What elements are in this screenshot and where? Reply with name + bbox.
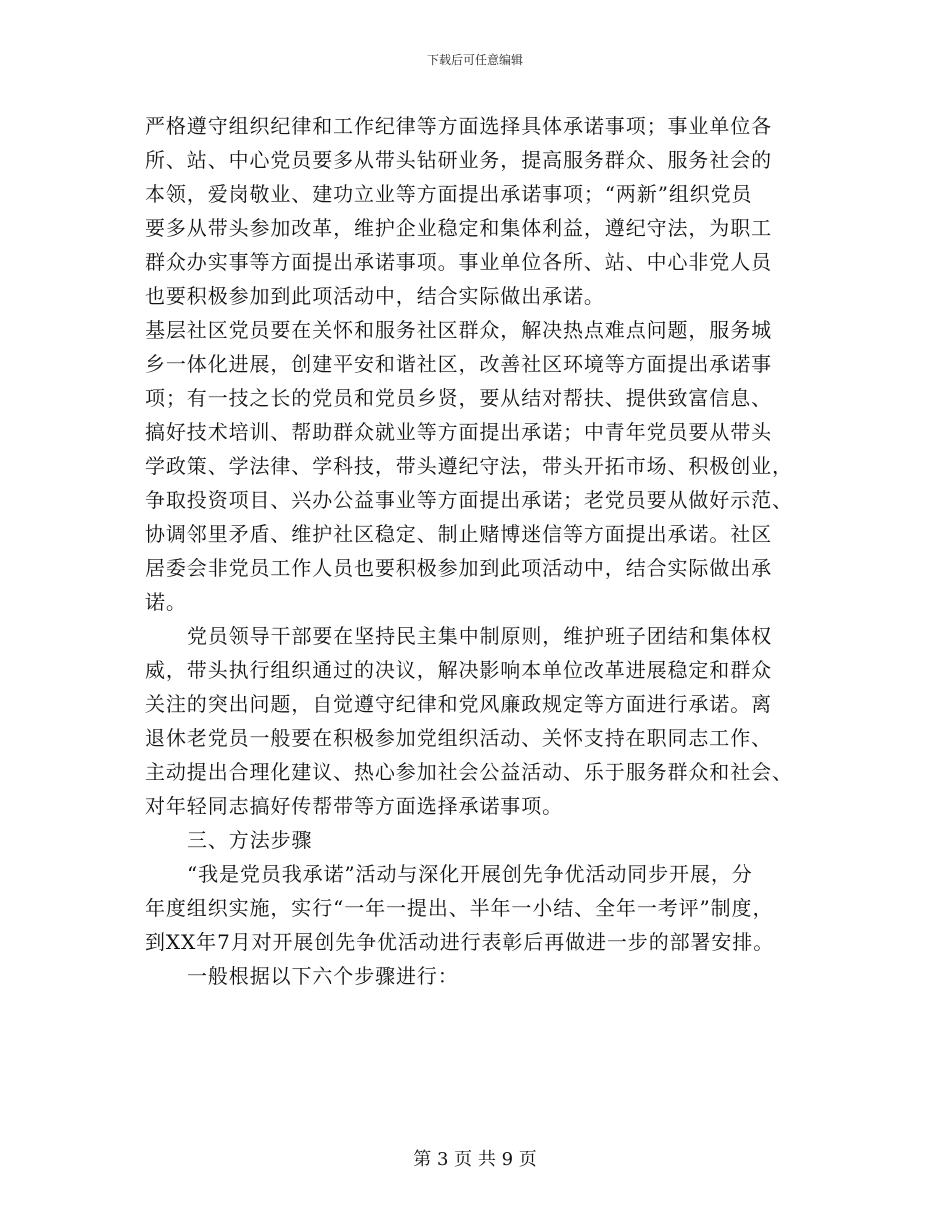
text-line: 项；有一技之长的党员和党员乡贤，要从结对帮扶、提供致富信息、 xyxy=(145,386,772,410)
text-line: 协调邻里矛盾、维护社区稳定、制止赌博迷信等方面提出承诺。社区 xyxy=(145,522,772,546)
page-number: 3 xyxy=(436,1149,449,1170)
text-line: 主动提出合理化建议、热心参加社会公益活动、乐于服务群众和社会、 xyxy=(145,760,793,784)
text-line: 威，带头执行组织通过的决议，解决影响本单位改革进展稳定和群众 xyxy=(145,658,772,682)
page-header: 下载后可任意编辑 xyxy=(426,53,523,67)
text-line: 也要积极参加到此项活动中，结合实际做出承诺。 xyxy=(145,284,605,308)
text-line: 学政策、学法律、学科技，带头遵纪守法，带头开拓市场、积极创业， xyxy=(145,454,793,478)
text-line: 本领，爱岗敬业、建功立业等方面提出承诺事项；“两新”组织党员 xyxy=(145,182,753,206)
text-line: 到XX年7月对开展创先争优活动进行表彰后再做进一步的部署安排。 xyxy=(145,930,775,954)
page-suffix: 页 xyxy=(518,1149,537,1170)
text-line: 要多从带头参加改革，维护企业稳定和集体利益，遵纪守法，为职工 xyxy=(145,216,772,240)
text-line: 一般根据以下六个步骤进行： xyxy=(187,964,459,988)
text-line: 严格遵守组织纪律和工作纪律等方面选择具体承诺事项；事业单位各 xyxy=(145,114,772,138)
text-line: 基层社区党员要在关怀和服务社区群众，解决热点难点问题，服务城 xyxy=(145,318,772,342)
text-line: 诺。 xyxy=(145,590,187,614)
text-line: 乡一体化进展，创建平安和谐社区，改善社区环境等方面提出承诺事 xyxy=(145,352,772,376)
page-prefix: 第 xyxy=(413,1149,432,1170)
text-line: 争取投资项目、兴办公益事业等方面提出承诺；老党员要从做好示范、 xyxy=(145,488,793,512)
text-line: 关注的突出问题，自觉遵守纪律和党风廉政规定等方面进行承诺。离 xyxy=(145,692,772,716)
text-line: 搞好技术培训、帮助群众就业等方面提出承诺；中青年党员要从带头 xyxy=(145,420,772,444)
page-footer xyxy=(0,1148,950,1172)
text-line: 党员领导干部要在坚持民主集中制原则，维护班子团结和集体权 xyxy=(187,624,773,648)
text-line: 居委会非党员工作人员也要积极参加到此项活动中，结合实际做出承 xyxy=(145,556,772,580)
text-line: 所、站、中心党员要多从带头钻研业务，提高服务群众、服务社会的 xyxy=(145,148,772,172)
text-line: 群众办实事等方面提出承诺事项。事业单位各所、站、中心非党人员 xyxy=(145,250,772,274)
page-middle: 页 共 xyxy=(454,1149,496,1170)
text-line: 退休老党员一般要在积极参加党组织活动、关怀支持在职同志工作、 xyxy=(145,726,772,750)
total-pages: 9 xyxy=(501,1149,514,1170)
text-line: 年度组织实施，实行“一年一提出、半年一小结、全年一考评”制度， xyxy=(145,896,774,920)
section-heading: 三、方法步骤 xyxy=(187,828,313,852)
text-line: 对年轻同志搞好传帮带等方面选择承诺事项。 xyxy=(145,794,563,818)
text-line: “我是党员我承诺”活动与深化开展创先争优活动同步开展，分 xyxy=(187,862,753,886)
